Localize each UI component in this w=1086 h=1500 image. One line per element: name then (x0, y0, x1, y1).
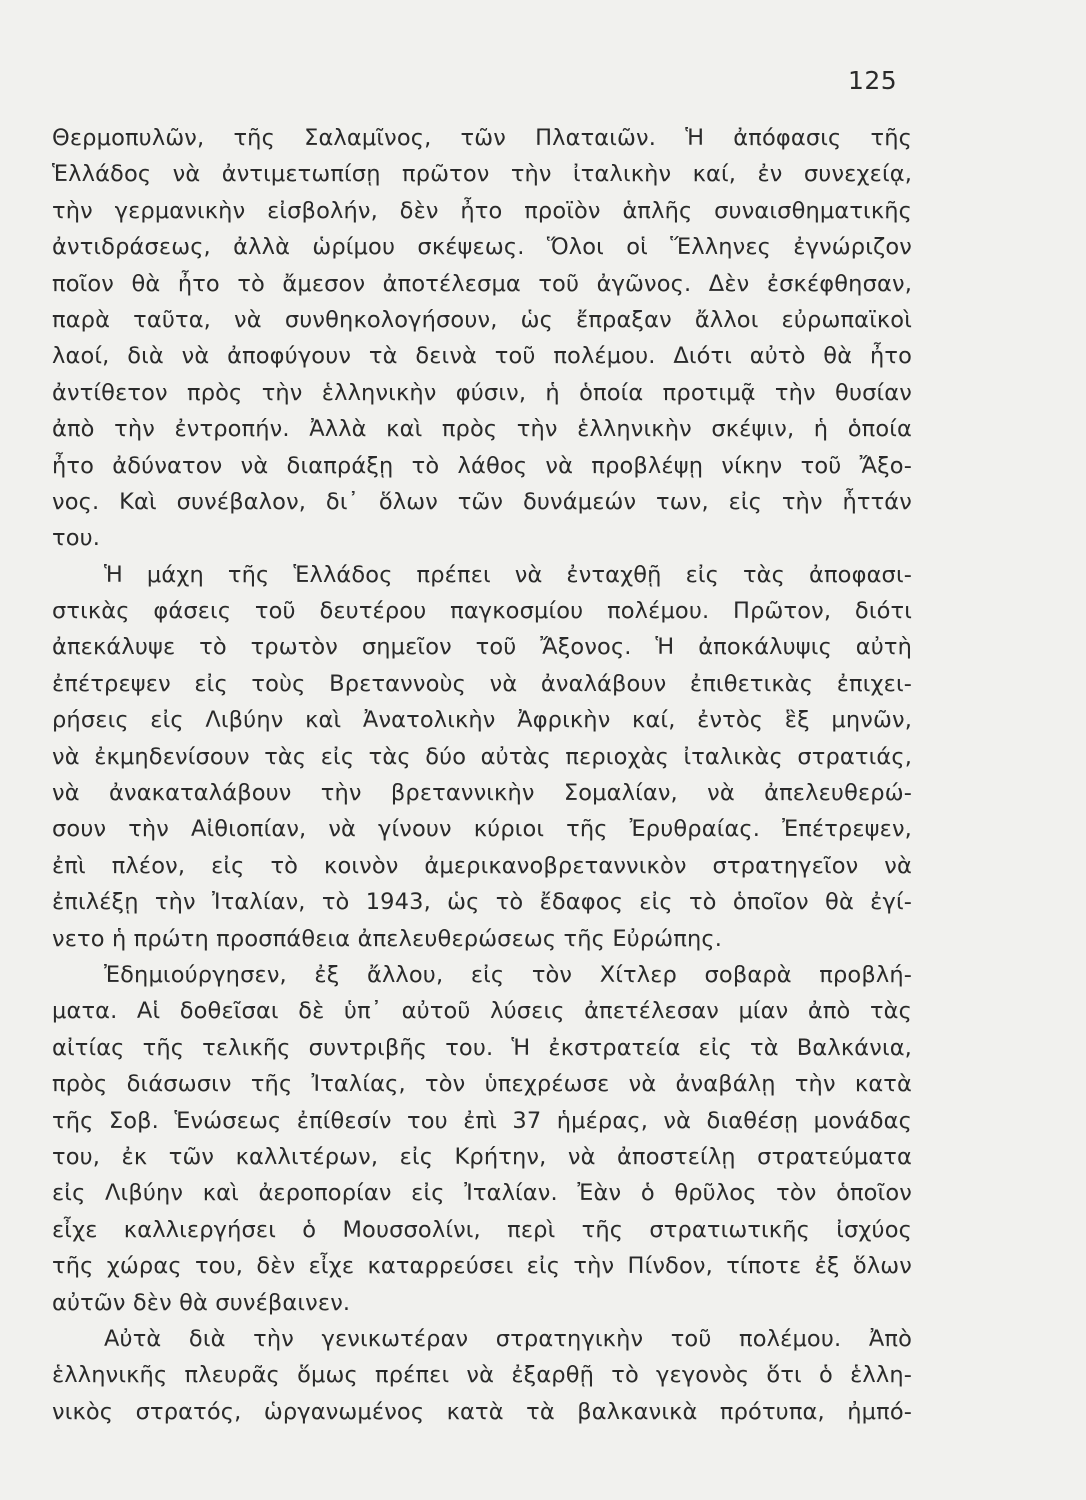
text-line: ποῖον θὰ ἦτο τὸ ἄμεσον ἀποτέλεσμα τοῦ ἀγῶνος. Δὲν ἐσκέφθησαν, (52, 270, 912, 297)
paragraph-start-line: Ἐδημιούργησεν, ἐξ ἄλλου, εἰς τὸν Χίτλερ σοβαρὰ προβλή- (104, 961, 912, 988)
text-line: του, ἐκ τῶν καλλιτέρων, εἰς Κρήτην, νὰ ἀποστείλῃ στρατεύματα (52, 1143, 912, 1170)
text-line: ρήσεις εἰς Λιβύην καὶ Ἀνατολικὴν Ἀφρικὴν καί, ἐντὸς ἓξ μηνῶν, (52, 707, 912, 734)
paragraph-start-line: Ἡ μάχη τῆς Ἑλλάδος πρέπει νὰ ἐνταχθῇ εἰς τὰς ἀποφασι- (104, 561, 912, 588)
text-line: αὐτῶν δὲν θὰ συνέβαινεν. (52, 1289, 351, 1316)
body-text (52, 120, 912, 1430)
text-line: στικὰς φάσεις τοῦ δευτέρου παγκοσμίου πολέμου. Πρῶτον, διότι (52, 598, 912, 625)
text-line: νικὸς στρατός, ὡργανωμένος κατὰ τὰ βαλκανικὰ πρότυπα, ἠμπό- (52, 1398, 912, 1425)
text-line: τῆς Σοβ. Ἑνώσεως ἐπίθεσίν του ἐπὶ 37 ἡμέρας, νὰ διαθέσῃ μονάδας (52, 1107, 912, 1134)
text-line: εἰς Λιβύην καὶ ἀεροπορίαν εἰς Ἰταλίαν. Ἐὰν ὁ θρῦλος τὸν ὁποῖον (52, 1180, 912, 1207)
text-line: ἑλληνικῆς πλευρᾶς ὅμως πρέπει νὰ ἐξαρθῇ τὸ γεγονὸς ὅτι ὁ ἑλλη- (52, 1362, 912, 1389)
text-line: σουν τὴν Αἰθιοπίαν, νὰ γίνουν κύριοι τῆς Ἐρυθραίας. Ἐπέτρεψεν, (52, 816, 912, 843)
text-line: Ἑλλάδος νὰ ἀντιμετωπίσῃ πρῶτον τὴν ἰταλικὴν καί, ἐν συνεχείᾳ, (52, 161, 912, 188)
text-line: νετο ἡ πρώτη προσπάθεια ἀπελευθερώσεως τῆς Εὐρώπης. (52, 925, 723, 952)
text-line: ἐπέτρεψεν εἰς τοὺς Βρεταννοὺς νὰ ἀναλάβουν ἐπιθετικὰς ἐπιχει- (52, 670, 912, 697)
text-line: τῆς χώρας του, δὲν εἶχε καταρρεύσει εἰς τὴν Πίνδον, τίποτε ἐξ ὅλων (52, 1253, 912, 1280)
text-line: εἶχε καλλιεργήσει ὁ Μουσσολίνι, περὶ τῆς στρατιωτικῆς ἰσχύος (52, 1216, 912, 1243)
text-line: νὰ ἐκμηδενίσουν τὰς εἰς τὰς δύο αὐτὰς περιοχὰς ἰταλικὰς στρατιάς, (52, 743, 912, 770)
text-line: λαοί, διὰ νὰ ἀποφύγουν τὰ δεινὰ τοῦ πολέμου. Διότι αὐτὸ θὰ ἦτο (52, 343, 912, 370)
text-line: ἐπὶ πλέον, εἰς τὸ κοινὸν ἀμερικανοβρεταννικὸν στρατηγεῖον νὰ (52, 852, 912, 879)
text-line: τὴν γερμανικὴν εἰσβολήν, δὲν ἦτο προϊὸν ἁπλῆς συναισθηματικῆς (52, 197, 912, 224)
text-line: ἀντιδράσεως, ἀλλὰ ὡρίμου σκέψεως. Ὅλοι οἱ Ἕλληνες ἐγνώριζον (52, 234, 912, 261)
paragraph-start-line: Αὐτὰ διὰ τὴν γενικωτέραν στρατηγικὴν τοῦ πολέμου. Ἀπὸ (104, 1325, 912, 1352)
text-line: νος. Καὶ συνέβαλον, δι᾽ ὅλων τῶν δυνάμεών των, εἰς τὴν ἧττάν (52, 488, 912, 515)
text-line: νὰ ἀνακαταλάβουν τὴν βρεταννικὴν Σομαλίαν, νὰ ἀπελευθερώ- (52, 780, 912, 807)
text-line: αἰτίας τῆς τελικῆς συντριβῆς του. Ἡ ἐκστρατεία εἰς τὰ Βαλκάνια, (52, 1034, 912, 1061)
text-line: ἀπὸ τὴν ἐντροπήν. Ἀλλὰ καὶ πρὸς τὴν ἑλληνικὴν σκέψιν, ἡ ὁποία (52, 416, 912, 443)
page-number: 125 (848, 66, 898, 95)
text-line: ἀντίθετον πρὸς τὴν ἑλληνικὴν φύσιν, ἡ ὁποία προτιμᾷ τὴν θυσίαν (52, 379, 912, 406)
text-line: του. (52, 525, 101, 552)
text-line: ἀπεκάλυψε τὸ τρωτὸν σημεῖον τοῦ Ἄξονος. Ἡ ἀποκάλυψις αὐτὴ (52, 634, 912, 661)
text-line: πρὸς διάσωσιν τῆς Ἰταλίας, τὸν ὑπεχρέωσε νὰ ἀναβάλῃ τὴν κατὰ (52, 1071, 912, 1098)
text-line: ματα. Αἱ δοθεῖσαι δὲ ὑπ᾽ αὐτοῦ λύσεις ἀπετέλεσαν μίαν ἀπὸ τὰς (52, 998, 912, 1025)
text-line: Θερμοπυλῶν, τῆς Σαλαμῖνος, τῶν Πλαταιῶν. Ἡ ἀπόφασις τῆς (52, 125, 912, 151)
text-line: παρὰ ταῦτα, νὰ συνθηκολογήσουν, ὡς ἔπραξαν ἄλλοι εὐρωπαϊκοὶ (52, 306, 912, 333)
text-line: ἦτο ἀδύνατον νὰ διαπράξῃ τὸ λάθος νὰ προβλέψῃ νίκην τοῦ Ἄξο- (52, 452, 912, 479)
text-line: ἐπιλέξῃ τὴν Ἰταλίαν, τὸ 1943, ὡς τὸ ἔδαφος εἰς τὸ ὁποῖον θὰ ἐγί- (52, 889, 912, 916)
